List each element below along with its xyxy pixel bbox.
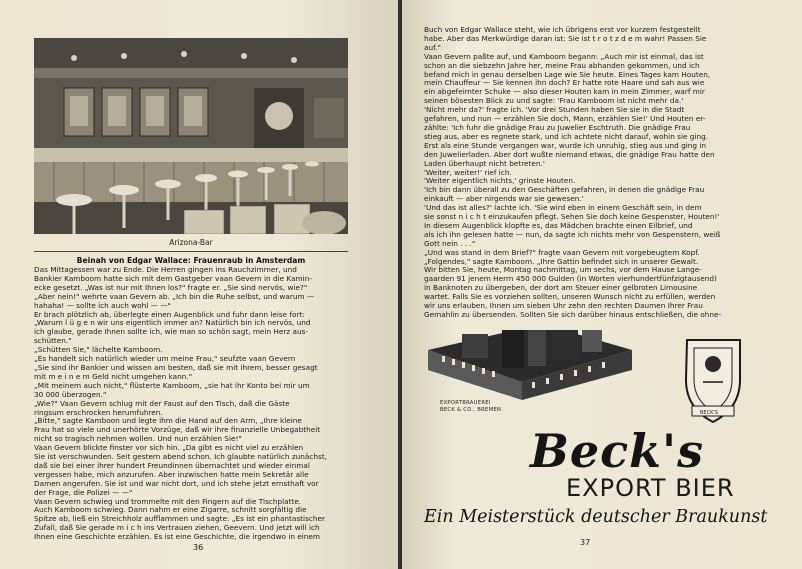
text-line: „Sie sind ihr Bankier und wissen am besten, daß sie mit ihrem, besser gesagt [34, 362, 318, 372]
text-line: „Bitte," sagte Kamboon und legte ihm die Hand auf den Arm, „Ihre kleine [34, 416, 302, 426]
text-line: sie sonst n i c h t einzukaufen pflegt. Sehen Sie doch keine Gespenster, Houten!' [424, 212, 720, 222]
text-line: „Warum l ü g e n wir uns eigentlich immer an? Natürlich bin ich nervös, und [34, 318, 311, 328]
text-line: Buch von Edgar Wallace steht, wie ich übrigens erst vor kurzem festgestellt [424, 25, 701, 34]
right-body-text [424, 26, 756, 320]
text-line: Bankier Kamboom hatte sich mit dem Gastgeber vaan Gevern in die Kamin- [34, 273, 312, 283]
text-line: 'Weiter eigentlich nichts,' grinste Houten. [424, 176, 576, 186]
text-line: ringsum erschrocken herumfuhren. [34, 407, 163, 417]
text-line: hahaha! — sollte ich auch wohl — —" [34, 300, 171, 310]
text-line: Erst als eine Stunde vergangen war, wurde ich unruhig, stieg aus und ging in [424, 140, 707, 150]
text-line: Spitze ab, ließ ein Streichholz aufflammen und sagte: „Es ist ein phantastischer [34, 514, 325, 524]
text-line: „Es handelt sich natürlich wieder um meine Frau," seufzte vaan Gevern [34, 354, 296, 364]
text-line: Vaan Gevern schwieg und trommelte mit den Fingern auf die Tischplatte. [34, 496, 302, 506]
text-line: Damen angerufen. Sie ist und war nicht dort, und ich stehe jetzt ernsthaft vor [34, 478, 319, 488]
text-line: seinen bösesten Blick zu und sagte: 'Frau Kamboom ist nicht mehr da.' [424, 96, 684, 106]
page-number-right: 37 [580, 538, 591, 547]
text-line: vergessen habe, mich anzurufen. Aber inzwischen hatte mein Sekretär alle [34, 469, 309, 479]
brewery-address [440, 400, 501, 413]
text-line: gaarden 91 jenem Herrn 450 000 Gulden (in Worten vierhundertfünfzigtausend) [424, 274, 717, 284]
text-line: befand mich in genau derselben Lage wie Sie heute. Eines Tages kam Houten, [424, 69, 711, 79]
left-body-text [34, 266, 350, 542]
text-line: stieg aus, aber es regnete stark, und ich achtete nicht darauf, wohin sie ging. [424, 131, 709, 141]
text-line: „Wie?" Vaan Gevern schlug mit der Faust auf den Tisch, daß die Gäste [34, 398, 290, 408]
photo-caption: Arizona-Bar [169, 238, 213, 247]
text-line: einkauft — aber nirgends war sie gewesen.' [424, 194, 584, 204]
text-line: Sie ist verschwunden. Seit gestern abend schon. Ich glaubte natürlich zunächst, [34, 452, 328, 462]
text-line: Gemahlin zu übersenden. Sollten Sie sich darüber hinaus entschließen, die ohne- [424, 310, 722, 319]
text-line: ich glaube, gerade Ihnen sollte ich, wie man so schön sagt, mein Herz aus- [34, 327, 309, 337]
divider-line [34, 251, 348, 252]
text-line: nicht so tragisch nehmen wollen. Und nun erzählen Sie!" [34, 434, 242, 444]
text-line: zählte: 'Ich fuhr die gnädige Frau zu Juwelier Eschtruth. Die gnädige Frau [424, 122, 691, 132]
text-line: Wir bitten Sie, heute, Montag nachmittag, um sechs, vor dem Hause Lange- [424, 265, 702, 275]
text-line: auf." [424, 42, 441, 52]
text-line: Zufall, daß Sie gerade m i c h ins Vertrauen ziehen, Geevern. Und jetzt will ich [34, 523, 320, 533]
text-line: Laden überhaupt nicht betreten.' [424, 158, 545, 168]
page-number-left: 36 [193, 543, 204, 552]
left-page [0, 0, 398, 569]
text-line: „Schütten Sie," lächelte Kamboom. [34, 345, 163, 355]
text-line: 'Und das ist alles?' lachte ich. 'Sie wird eben in einem Geschäft sein, in dem [424, 203, 702, 213]
text-line: 'Weiter, weiter!' rief ich. [424, 167, 512, 177]
text-line: Frau hat so viele und unerhörte Vorzüge, daß wir ihre finanzielle Unbegabtheit [34, 425, 321, 435]
emblem-label: BECK'S [700, 410, 718, 416]
slogan: Ein Meisterstück deutscher Braukunst [424, 507, 768, 527]
brewery-name: EXPORTBRAUEREI [440, 400, 491, 406]
text-line: Gott nein . . ." [424, 238, 476, 248]
text-line: gefahren, und nun — erzählen Sie doch, Mann, erzählen Sie!' Und Houten er- [424, 114, 706, 124]
text-line: ein abgefeimter Schuke — also dieser Houten kam in mein Zimmer, warf mir [424, 87, 705, 97]
text-line: 'Ich bin dann überall zu den Geschäften gefahren, in denen die gnädige Frau [424, 185, 705, 195]
text-line: der Frage, die Polizei — —" [34, 487, 133, 497]
brand-logo: Beck's [530, 424, 705, 478]
text-line: 'Nicht mehr da?' fragte ich. 'Vor drei Stunden haben Sie sie in die Stadt [424, 105, 685, 115]
bar-photo [34, 38, 348, 234]
text-line: „Und was stand in dem Brief?" fragte vaan Gevern mit vorgebeugtem Kopf. [424, 247, 700, 257]
text-line: Vaan Gevern paßte auf, und Kamboom begann: „Auch mir ist einmal, das ist [424, 51, 704, 61]
text-line: 30 000 überzogen." [34, 389, 107, 399]
text-line: den Juwelierladen. Aber dort wußte niemand etwas, die gnädige Frau hatte den [424, 149, 715, 159]
text-line: Er brach plötzlich ab, überlegte einen Augenblick und fuhr dann leise fort: [34, 309, 305, 319]
text-line: mein Chauffeur — Sie kennen ihn doch? Er hatte rote Haare und sah aus wie [424, 78, 705, 88]
text-line: Auch Kamboom schwieg. Dann nahm er eine Zigarre, schnitt sorgfältig die [34, 505, 307, 515]
text-line: schütten." [34, 336, 72, 346]
text-line: schon an die siebzehn Jahre her, meine Frau abhanden gekommen, und ich [424, 60, 700, 70]
product-name: EXPORT BIER [566, 474, 735, 502]
brewery-location: BECK & CO., BREMEN [440, 406, 502, 413]
text-line: in Banknoten zu übergeben, der dort am Steuer einer gelbroten Limousine [424, 283, 698, 293]
text-line: „Mit meinem auch nicht," flüsterte Kamboom, „sie hat ihr Konto bei mir um [34, 380, 310, 390]
text-line: wir uns erlauben, Ihnen um sieben Uhr zehn den rechten Daumen Ihrer Frau [424, 301, 703, 311]
bar-photo-image [34, 38, 348, 234]
text-line: ecke gesetzt. „Was ist nur mit Ihnen los?" fragte er. „Sie sind nervös, wie?" [34, 282, 308, 292]
text-line: Vaan Gevern blickte finster vor sich hin. „Da gibt es nicht viel zu erzählen [34, 443, 304, 453]
article-title: Beinah von Edgar Wallace: Frauenraub in Amsterdam [76, 256, 306, 265]
text-line: „Aber nein!" wehrte vaan Gevern ab. „Ich bin die Ruhe selbst, und warum — [34, 291, 315, 301]
text-line: als ich ihn gelesen hatte — nun, da sagte ich nichts mehr von Gespenstern, weiß [424, 229, 721, 239]
text-line: wartet. Falls Sie es vorziehen sollten, unseren Wunsch nicht zu erfüllen, werden [424, 292, 716, 302]
text-line: „Folgendes," sagte Kamboom. „Ihre Gattin befindet sich in unserer Gewalt. [424, 256, 699, 266]
text-line: Das Mittagessen war zu Ende. Die Herren gingen ins Rauchzimmer, und [34, 265, 297, 274]
text-line: Ihnen eine Geschichte erzählen. Es ist eine Geschichte, die irgendwo in einem [34, 532, 321, 542]
text-line: daß sie bei einer ihrer hundert Freundinnen übernachtet und wieder einmal [34, 460, 310, 470]
text-line: habe. Aber das Merkwürdige daran ist: Sie ist t r o t z d e m wahr! Passen Sie [424, 33, 707, 43]
text-line: mit m e i n e m Geld nicht umgehen kann." [34, 371, 193, 381]
text-line: In diesem Augenblick klopfte es, das Mädchen brachte einen Eilbrief, und [424, 220, 693, 230]
